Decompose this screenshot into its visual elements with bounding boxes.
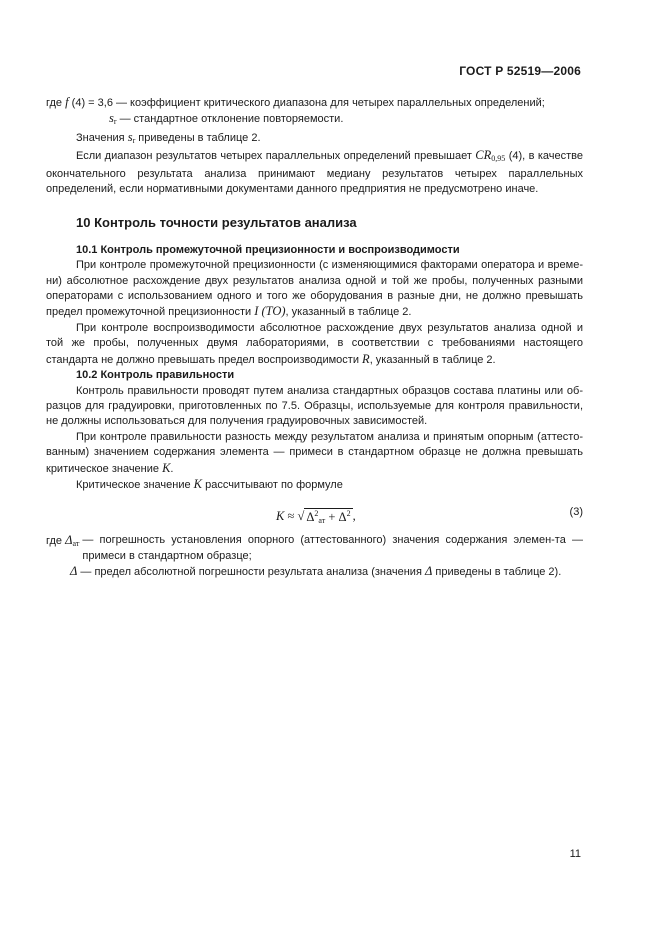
approx-sign: ≈ <box>287 509 295 524</box>
plus-sign: + <box>328 509 336 524</box>
subsection-10-1-paragraph-2 <box>46 321 583 368</box>
intro-line-1 <box>46 95 583 111</box>
delta-symbol: Δ <box>338 509 347 524</box>
sqrt-sign: √ <box>297 509 305 524</box>
text-fragment: . <box>170 462 174 475</box>
coefficient-definition: (4) = 3,6 — коэффициент критического диапазона для четырех параллельных определений; <box>71 97 545 109</box>
symbol-s: s <box>109 111 114 126</box>
delta-subscript: ат <box>72 539 80 549</box>
intro-paragraph-median <box>46 148 583 197</box>
where-definition-1 <box>46 533 583 564</box>
delta-symbol: Δ <box>424 564 433 579</box>
where-label <box>46 533 82 564</box>
section-10-title: 10 Контроль точности результатов анализа <box>76 215 357 231</box>
delta-subscript: ат <box>318 515 326 525</box>
delta-symbol: Δ <box>306 509 315 524</box>
text-fragment: Значения <box>76 131 125 144</box>
formula-3 <box>46 499 583 533</box>
text-fragment: приведены в таблице 2. <box>138 131 261 144</box>
radicand <box>304 508 352 524</box>
text-fragment: , указанный в таблице 2. <box>285 306 412 319</box>
symbol-s: s <box>127 129 133 144</box>
page-number: 11 <box>569 848 581 860</box>
symbol-k: K <box>162 460 171 475</box>
formula-lhs: K <box>276 509 285 524</box>
subsection-10-1-title: 10.1 Контроль промежуточной прецизионности и воспроизводимости <box>76 243 460 256</box>
symbol-k: K <box>193 476 203 491</box>
symbol-to: (TO) <box>261 304 286 319</box>
square-exponent: 2 <box>346 508 351 518</box>
text-fragment: приведены в таблице 2). <box>435 566 562 579</box>
text-fragment: (4), в качестве окончательного результата анализа принимают медиану результатов четырех параллельных определений, если нормативными документами данного предприятия не предусмотрено иначе. <box>46 150 584 196</box>
text-fragment: , указанный в таблице 2. <box>369 353 496 366</box>
function-symbol: f <box>65 95 69 109</box>
page-content <box>46 95 583 581</box>
delta-symbol: Δ <box>70 564 78 579</box>
delta-symbol: Δ <box>65 533 73 548</box>
square-exponent: 2 <box>314 508 319 518</box>
symbol-s-subscript: r <box>113 117 117 127</box>
symbol-s-subscript: r <box>132 135 136 145</box>
subsection-10-2-paragraph-1: Контроль правильности проводят путем анализа стандартных образцов состава платины или об-разцов для градуировки, приготовленных по 7.5. Образцы, используемые для контроля правильности, не должны использоваться для получения градуировочных зависимостей. <box>46 384 583 428</box>
equation-number: (3) <box>569 506 583 519</box>
symbol-r: R <box>362 351 370 366</box>
text-fragment: — предел абсолютной погрешности результата анализа (значения <box>80 566 422 579</box>
subsection-10-2-paragraph-2 <box>46 430 583 477</box>
text-fragment: Критическое значение <box>76 478 191 491</box>
formula-comma: , <box>352 509 356 524</box>
text-fragment: рассчитывают по формуле <box>205 478 343 491</box>
symbol-cr-subscript: 0,95 <box>491 154 506 164</box>
subsection-10-2-paragraph-3 <box>46 477 583 493</box>
formula-expression <box>276 505 356 528</box>
subsection-10-1-paragraph-1 <box>46 258 583 321</box>
text-fragment: При контроле промежуточной прецизионности (с изменяющимися факторами оператора и време-ни) абсолютное расхождение двух результатов анализа одной и той же пробы, полученных разными операторами с использованием одного и того же оборудования в разные дни, не должно превышать предел промежуточной прецизионности <box>46 259 583 319</box>
document-code-header: ГОСТ Р 52519—2006 <box>459 64 581 78</box>
delta-at-definition: — погрешность установления опорного (аттестованного) значения содержания элемен-та — примеси в стандартном образце; <box>82 534 583 562</box>
symbol-i: I <box>254 304 259 319</box>
text-fragment: Если диапазон результатов четырех параллельных определений превышает <box>76 150 472 163</box>
where-word: где <box>46 97 63 109</box>
intro-line-2 <box>109 111 583 129</box>
intro-line-3 <box>46 130 583 148</box>
symbol-cr: CR <box>475 148 492 163</box>
text-fragment: При контроле правильности разность между результатом анализа и принятым опорным (аттесто-ванным) значением содержания элемента — примеси в стандартном образце не должна превышать критическое значение <box>46 430 583 475</box>
text-fragment: При контроле воспроизводимости абсолютное расхождение двух результатов анализа одной и той же пробы, полученных двумя лабораториями, в соответствии с требованиями настоящего стандарта не должно превышать предел воспроизводимости <box>46 321 583 366</box>
where-word: где <box>46 535 63 548</box>
where-definition-2 <box>70 564 583 580</box>
subsection-10-2-title: 10.2 Контроль правильности <box>76 369 235 382</box>
std-deviation-definition: — стандартное отклонение повторяемости. <box>119 113 344 126</box>
